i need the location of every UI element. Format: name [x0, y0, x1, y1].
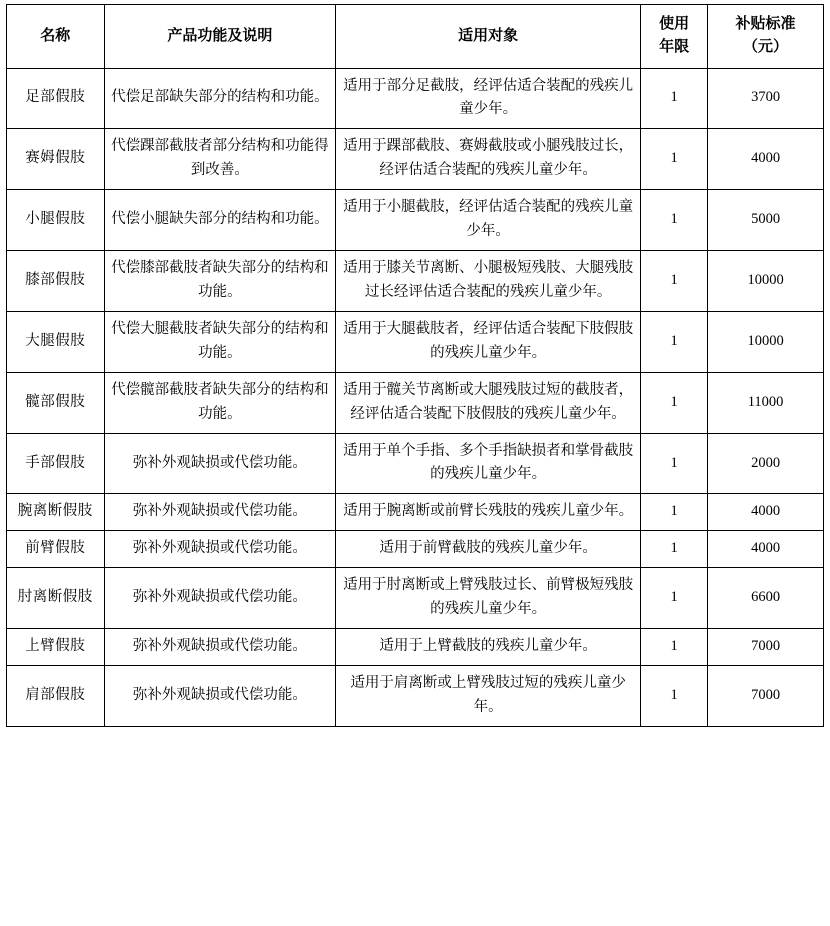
cell-target: 适用于肘离断或上臂残肢过长、前臂极短残肢的残疾儿童少年。 — [336, 568, 641, 629]
table-header-row — [7, 5, 824, 69]
column-header-amount-line1: 补贴标准 — [735, 16, 796, 32]
cell-target: 适用于肩离断或上臂残肢过短的残疾儿童少年。 — [336, 666, 641, 727]
table-row — [7, 494, 824, 531]
cell-function: 代偿大腿截肢者缺失部分的结构和功能。 — [104, 311, 336, 372]
column-header-amount-line2: （元） — [743, 39, 789, 56]
column-header-amount — [708, 5, 824, 69]
cell-amount: 3700 — [708, 68, 824, 129]
column-header-function: 产品功能及说明 — [104, 5, 336, 69]
table-header — [7, 5, 824, 69]
cell-function: 代偿膝部截肢者缺失部分的结构和功能。 — [104, 251, 336, 312]
cell-years: 1 — [641, 311, 708, 372]
column-header-name: 名称 — [7, 5, 105, 69]
cell-amount: 4000 — [708, 129, 824, 190]
cell-function: 弥补外观缺损或代偿功能。 — [104, 568, 336, 629]
table-body — [7, 68, 824, 726]
cell-function: 弥补外观缺损或代偿功能。 — [104, 494, 336, 531]
cell-target: 适用于踝部截肢、赛姆截肢或小腿残肢过长，经评估适合装配的残疾儿童少年。 — [336, 129, 641, 190]
table-row — [7, 190, 824, 251]
cell-amount: 7000 — [708, 629, 824, 666]
cell-target: 适用于上臂截肢的残疾儿童少年。 — [336, 629, 641, 666]
cell-function: 弥补外观缺损或代偿功能。 — [104, 531, 336, 568]
cell-years: 1 — [641, 372, 708, 433]
cell-name: 肩部假肢 — [7, 666, 105, 727]
table-row — [7, 251, 824, 312]
cell-function: 弥补外观缺损或代偿功能。 — [104, 666, 336, 727]
cell-amount: 10000 — [708, 311, 824, 372]
cell-function: 代偿足部缺失部分的结构和功能。 — [104, 68, 336, 129]
cell-name: 大腿假肢 — [7, 311, 105, 372]
cell-years: 1 — [641, 666, 708, 727]
cell-amount: 4000 — [708, 494, 824, 531]
cell-target: 适用于腕离断或前臂长残肢的残疾儿童少年。 — [336, 494, 641, 531]
cell-target: 适用于膝关节离断、小腿极短残肢、大腿残肢过长经评估适合装配的残疾儿童少年。 — [336, 251, 641, 312]
cell-years: 1 — [641, 129, 708, 190]
cell-years: 1 — [641, 433, 708, 494]
cell-name: 上臂假肢 — [7, 629, 105, 666]
cell-target: 适用于单个手指、多个手指缺损者和掌骨截肢的残疾儿童少年。 — [336, 433, 641, 494]
cell-target: 适用于小腿截肢，经评估适合装配的残疾儿童少年。 — [336, 190, 641, 251]
table-row — [7, 568, 824, 629]
table-row — [7, 666, 824, 727]
subsidy-standards-table — [6, 4, 824, 727]
table-row — [7, 433, 824, 494]
cell-function: 弥补外观缺损或代偿功能。 — [104, 433, 336, 494]
table-row — [7, 129, 824, 190]
column-header-target: 适用对象 — [336, 5, 641, 69]
table-row — [7, 629, 824, 666]
cell-function: 代偿小腿缺失部分的结构和功能。 — [104, 190, 336, 251]
cell-name: 手部假肢 — [7, 433, 105, 494]
cell-years: 1 — [641, 629, 708, 666]
cell-function: 弥补外观缺损或代偿功能。 — [104, 629, 336, 666]
cell-target: 适用于大腿截肢者，经评估适合装配下肢假肢的残疾儿童少年。 — [336, 311, 641, 372]
cell-amount: 11000 — [708, 372, 824, 433]
cell-name: 小腿假肢 — [7, 190, 105, 251]
cell-function: 代偿髋部截肢者缺失部分的结构和功能。 — [104, 372, 336, 433]
cell-name: 肘离断假肢 — [7, 568, 105, 629]
cell-name: 膝部假肢 — [7, 251, 105, 312]
cell-amount: 6600 — [708, 568, 824, 629]
cell-name: 足部假肢 — [7, 68, 105, 129]
column-header-years-line1: 使用 — [659, 16, 690, 32]
column-header-years-line2: 年限 — [659, 39, 690, 56]
cell-function: 代偿踝部截肢者部分结构和功能得到改善。 — [104, 129, 336, 190]
cell-target: 适用于前臂截肢的残疾儿童少年。 — [336, 531, 641, 568]
cell-amount: 10000 — [708, 251, 824, 312]
cell-name: 前臂假肢 — [7, 531, 105, 568]
cell-target: 适用于髋关节离断或大腿残肢过短的截肢者，经评估适合装配下肢假肢的残疾儿童少年。 — [336, 372, 641, 433]
cell-years: 1 — [641, 568, 708, 629]
cell-target: 适用于部分足截肢，经评估适合装配的残疾儿童少年。 — [336, 68, 641, 129]
cell-amount: 5000 — [708, 190, 824, 251]
table-row — [7, 311, 824, 372]
cell-years: 1 — [641, 190, 708, 251]
table-row — [7, 372, 824, 433]
cell-years: 1 — [641, 68, 708, 129]
cell-amount: 4000 — [708, 531, 824, 568]
cell-amount: 7000 — [708, 666, 824, 727]
column-header-years — [641, 5, 708, 69]
table-row — [7, 531, 824, 568]
cell-name: 髋部假肢 — [7, 372, 105, 433]
table-row — [7, 68, 824, 129]
cell-years: 1 — [641, 251, 708, 312]
cell-name: 赛姆假肢 — [7, 129, 105, 190]
cell-years: 1 — [641, 531, 708, 568]
cell-name: 腕离断假肢 — [7, 494, 105, 531]
cell-amount: 2000 — [708, 433, 824, 494]
cell-years: 1 — [641, 494, 708, 531]
